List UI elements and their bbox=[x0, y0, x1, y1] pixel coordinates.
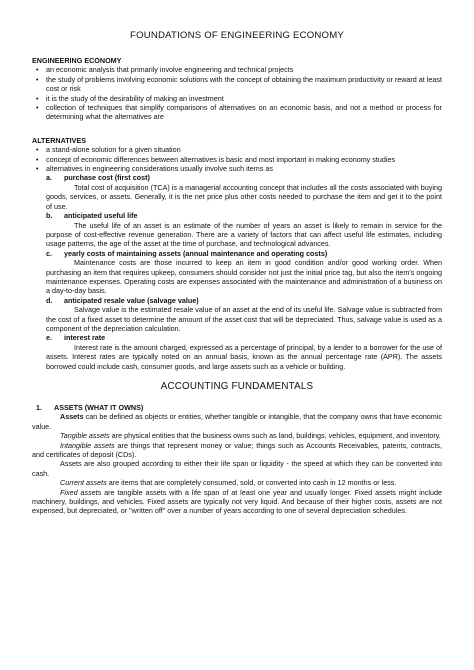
paragraph-intangible-assets bbox=[32, 441, 442, 460]
subitem-letter: d. bbox=[46, 295, 53, 305]
section-heading-alternatives: ALTERNATIVES bbox=[32, 135, 87, 145]
section-number: 1. bbox=[36, 403, 42, 412]
list-item: • a stand-alone solution for a given situation bbox=[32, 145, 442, 154]
paragraph-text: are physical entities that the business owns such as land, buildings, vehicles, equipment, and inventory. bbox=[109, 431, 441, 441]
paragraph-text: can be defined as objects or entities, whether tangible or intangible, that the company owns that have economic value. bbox=[32, 412, 442, 431]
paragraph-tangible-assets bbox=[32, 431, 442, 440]
subitem-heading-salvage-value bbox=[46, 296, 442, 305]
subitem-title: anticipated useful life bbox=[64, 211, 138, 221]
subitem-title: interest rate bbox=[64, 333, 106, 343]
term-fixed-assets: Fixed assets bbox=[60, 487, 102, 497]
term-intangible-assets: Intangible assets bbox=[60, 440, 115, 450]
subitem-body: Interest rate is the amount charged, expressed as a percentage of principal, by a lender to a borrower for the use of assets. Interest rates are typically noted on an annual basis, known as the annual percentage rate (APR). The assets borrowed could include cash, consumer goods, and large assets such as a vehicle or building. bbox=[46, 342, 442, 371]
paragraph-text: are tangible assets with a life span of at least one year and usually longer. Fixed assets might include machinery, buildings, and vehicles. Fixed assets are typically not very liquid. And because of their higher costs, assets are not expensed, but depreciated, or "written off" over a number of years according to one of several depreciation schedules. bbox=[32, 487, 442, 516]
paragraph-fixed-assets bbox=[32, 488, 442, 516]
subitem-letter: a. bbox=[46, 173, 52, 183]
subitem-letter: c. bbox=[46, 248, 52, 258]
subitem-heading-interest-rate bbox=[46, 333, 442, 342]
term-assets: Assets bbox=[60, 412, 84, 422]
section-title-accounting: ACCOUNTING FUNDAMENTALS bbox=[160, 381, 314, 392]
engineering-economy-list bbox=[32, 65, 442, 121]
subitem-heading-purchase-cost bbox=[46, 173, 442, 182]
section-heading-assets bbox=[36, 403, 442, 412]
list-item: • the study of problems involving economic solutions with the concept of obtaining the maximum productivity or reward at least cost or risk bbox=[32, 75, 442, 94]
subitem-heading-useful-life bbox=[46, 211, 442, 220]
subitem-body: Total cost of acquisition (TCA) is a managerial accounting concept that includes all the costs associated with buying goods, services, or assets. Generally, it is the net price plus other costs needed to purchase the item and get it to the point of use. bbox=[46, 182, 442, 211]
subitem-body: Salvage value is the estimated resale value of an asset at the end of its useful life. Salvage value is subtracted from the cost of a fixed asset to determine the amount of the asset cost that will be depreciated. Thus, salvage value is used as a component of the depreciation calculation. bbox=[46, 305, 442, 333]
list-item: • alternatives in engineering considerations usually involve such items as bbox=[32, 164, 442, 173]
page-title: FOUNDATIONS OF ENGINEERING ECONOMY bbox=[130, 30, 344, 41]
subitem-body: The useful life of an asset is an estimate of the number of years an asset is likely to remain in service for the purpose of cost-effective revenue generation. There are a variety of factors that can affect useful life estimates, including usage patterns, the age of the asset at the time of purchase, and technological advances. bbox=[46, 220, 442, 249]
section-heading-text: ASSETS (WHAT IT OWNS) bbox=[54, 403, 144, 412]
subitem-body: Maintenance costs are those incurred to keep an item in good condition and/or good working order. When purchasing an item that requires upkeep, consumers should consider not just the initial price tag, but also the item's ongoing maintenance expenses. Operating costs are expenses associated with the maintenance and administration of a business on a day-to-day basis. bbox=[46, 258, 442, 296]
subitem-letter: b. bbox=[46, 211, 53, 221]
list-item: • collection of techniques that simplify comparisons of alternatives on an economic basis, and not a method or process for determining what the alternatives are bbox=[32, 103, 442, 122]
subitem-title: yearly costs of maintaining assets (annual maintenance and operating costs) bbox=[64, 248, 328, 258]
paragraph-text: are things that represent money or value; things such as Accounts Receivables, patents, contracts, and certificates of deposit (CDs). bbox=[32, 440, 442, 460]
paragraph-current-assets bbox=[32, 478, 442, 487]
alternatives-list bbox=[32, 145, 442, 173]
list-item: • it is the study of the desirability of making an investment bbox=[32, 94, 442, 103]
paragraph-asset-grouping: Assets are also grouped according to either their life span or liquidity - the speed at which they can be converted into cash. bbox=[32, 459, 442, 478]
subitem-title: anticipated resale value (salvage value) bbox=[64, 295, 199, 305]
term-tangible-assets: Tangible assets bbox=[60, 431, 110, 441]
subitem-heading-maintenance-costs bbox=[46, 249, 442, 258]
subitem-title: purchase cost (first cost) bbox=[64, 173, 150, 183]
paragraph-text: are items that are completely consumed, sold, or converted into cash in 12 months or less. bbox=[106, 478, 397, 488]
term-current-assets: Current assets bbox=[60, 478, 107, 488]
list-item: • concept of economic differences between alternatives is basic and most important in making economy studies bbox=[32, 155, 442, 164]
list-item: • an economic analysis that primarily involve engineering and technical projects bbox=[32, 65, 442, 74]
section-heading-engineering-economy: ENGINEERING ECONOMY bbox=[32, 56, 122, 65]
subitem-letter: e. bbox=[46, 333, 52, 343]
paragraph-assets bbox=[32, 412, 442, 431]
